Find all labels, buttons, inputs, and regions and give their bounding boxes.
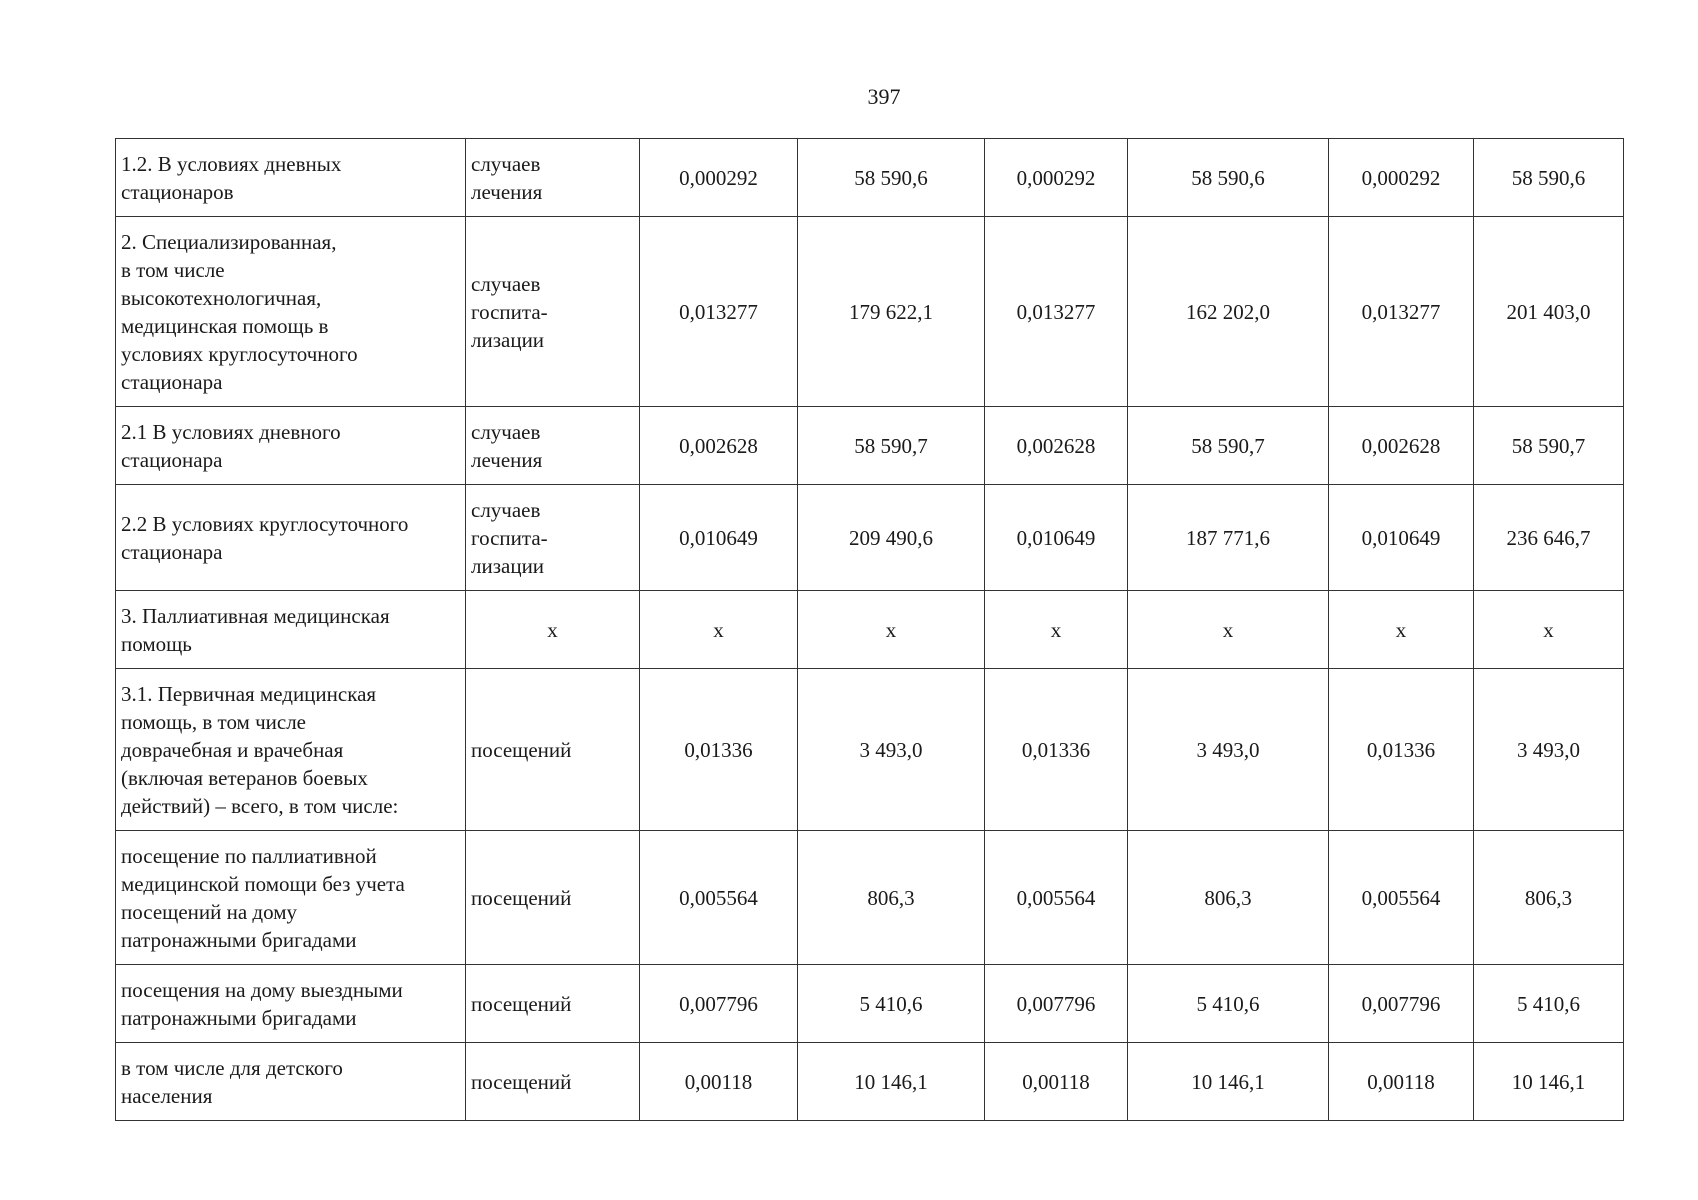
value-cell: x — [1329, 591, 1474, 669]
row-name-cell: 3.1. Первичная медицинская помощь, в том числе доврачебная и врачебная (включая ветеранов боевых действий) – всего, в том числе: — [116, 669, 466, 831]
row-name-cell: посещение по паллиативной медицинской помощи без учета посещений на дому патронажными бригадами — [116, 831, 466, 965]
value-cell: 0,005564 — [640, 831, 798, 965]
value-cell: 201 403,0 — [1474, 217, 1624, 407]
value-cell: 179 622,1 — [798, 217, 985, 407]
data-table — [115, 138, 1624, 1121]
value-cell: 806,3 — [1474, 831, 1624, 965]
value-cell: 0,013277 — [985, 217, 1128, 407]
value-cell: 0,01336 — [985, 669, 1128, 831]
value-cell: 0,002628 — [640, 407, 798, 485]
value-cell: x — [1474, 591, 1624, 669]
value-cell: 58 590,7 — [1474, 407, 1624, 485]
table-row — [116, 217, 1624, 407]
table-row — [116, 407, 1624, 485]
row-name-cell: 2. Специализированная, в том числе высокотехнологичная, медицинская помощь в условиях круглосуточного стационара — [116, 217, 466, 407]
value-cell: 0,002628 — [1329, 407, 1474, 485]
value-cell: 0,01336 — [1329, 669, 1474, 831]
value-cell: 58 590,7 — [1128, 407, 1329, 485]
value-cell: 0,00118 — [1329, 1043, 1474, 1121]
value-cell: 236 646,7 — [1474, 485, 1624, 591]
row-name-cell: 3. Паллиативная медицинская помощь — [116, 591, 466, 669]
value-cell: 5 410,6 — [1128, 965, 1329, 1043]
value-cell: 0,000292 — [985, 139, 1128, 217]
unit-cell: случаев лечения — [466, 407, 640, 485]
table-row — [116, 831, 1624, 965]
row-name-cell: посещения на дому выездными патронажными бригадами — [116, 965, 466, 1043]
value-cell: 0,005564 — [985, 831, 1128, 965]
value-cell: x — [1128, 591, 1329, 669]
value-cell: 10 146,1 — [798, 1043, 985, 1121]
value-cell: x — [798, 591, 985, 669]
value-cell: 10 146,1 — [1474, 1043, 1624, 1121]
row-name-cell: 1.2. В условиях дневных стационаров — [116, 139, 466, 217]
table-body — [116, 139, 1624, 1121]
unit-cell: посещений — [466, 965, 640, 1043]
value-cell: 0,010649 — [1329, 485, 1474, 591]
value-cell: 0,01336 — [640, 669, 798, 831]
value-cell: 0,000292 — [640, 139, 798, 217]
page-number: 397 — [867, 84, 901, 109]
value-cell: 58 590,7 — [798, 407, 985, 485]
row-name-cell: в том числе для детского населения — [116, 1043, 466, 1121]
value-cell: 10 146,1 — [1128, 1043, 1329, 1121]
value-cell: 162 202,0 — [1128, 217, 1329, 407]
value-cell: 0,013277 — [640, 217, 798, 407]
table-row — [116, 669, 1624, 831]
unit-cell: случаев госпита- лизации — [466, 217, 640, 407]
table-row — [116, 1043, 1624, 1121]
unit-cell: посещений — [466, 669, 640, 831]
value-cell: 0,007796 — [640, 965, 798, 1043]
value-cell: 0,00118 — [640, 1043, 798, 1121]
table-row — [116, 485, 1624, 591]
value-cell: 0,005564 — [1329, 831, 1474, 965]
value-cell: 0,000292 — [1329, 139, 1474, 217]
table-row — [116, 591, 1624, 669]
value-cell: 5 410,6 — [798, 965, 985, 1043]
value-cell: 806,3 — [798, 831, 985, 965]
value-cell: 5 410,6 — [1474, 965, 1624, 1043]
value-cell: 58 590,6 — [1128, 139, 1329, 217]
value-cell: x — [640, 591, 798, 669]
unit-cell: посещений — [466, 831, 640, 965]
value-cell: 3 493,0 — [1474, 669, 1624, 831]
unit-cell: случаев госпита- лизации — [466, 485, 640, 591]
row-name-cell: 2.2 В условиях круглосуточного стационара — [116, 485, 466, 591]
value-cell: 187 771,6 — [1128, 485, 1329, 591]
value-cell: 0,010649 — [985, 485, 1128, 591]
value-cell: 0,00118 — [985, 1043, 1128, 1121]
value-cell: 0,013277 — [1329, 217, 1474, 407]
value-cell: 0,007796 — [985, 965, 1128, 1043]
unit-cell: x — [466, 591, 640, 669]
value-cell: 0,007796 — [1329, 965, 1474, 1043]
value-cell: x — [985, 591, 1128, 669]
unit-cell: посещений — [466, 1043, 640, 1121]
row-name-cell: 2.1 В условиях дневного стационара — [116, 407, 466, 485]
table-row — [116, 139, 1624, 217]
value-cell: 58 590,6 — [1474, 139, 1624, 217]
value-cell: 209 490,6 — [798, 485, 985, 591]
value-cell: 0,010649 — [640, 485, 798, 591]
value-cell: 58 590,6 — [798, 139, 985, 217]
unit-cell: случаев лечения — [466, 139, 640, 217]
value-cell: 0,002628 — [985, 407, 1128, 485]
value-cell: 3 493,0 — [798, 669, 985, 831]
value-cell: 806,3 — [1128, 831, 1329, 965]
table-row — [116, 965, 1624, 1043]
value-cell: 3 493,0 — [1128, 669, 1329, 831]
